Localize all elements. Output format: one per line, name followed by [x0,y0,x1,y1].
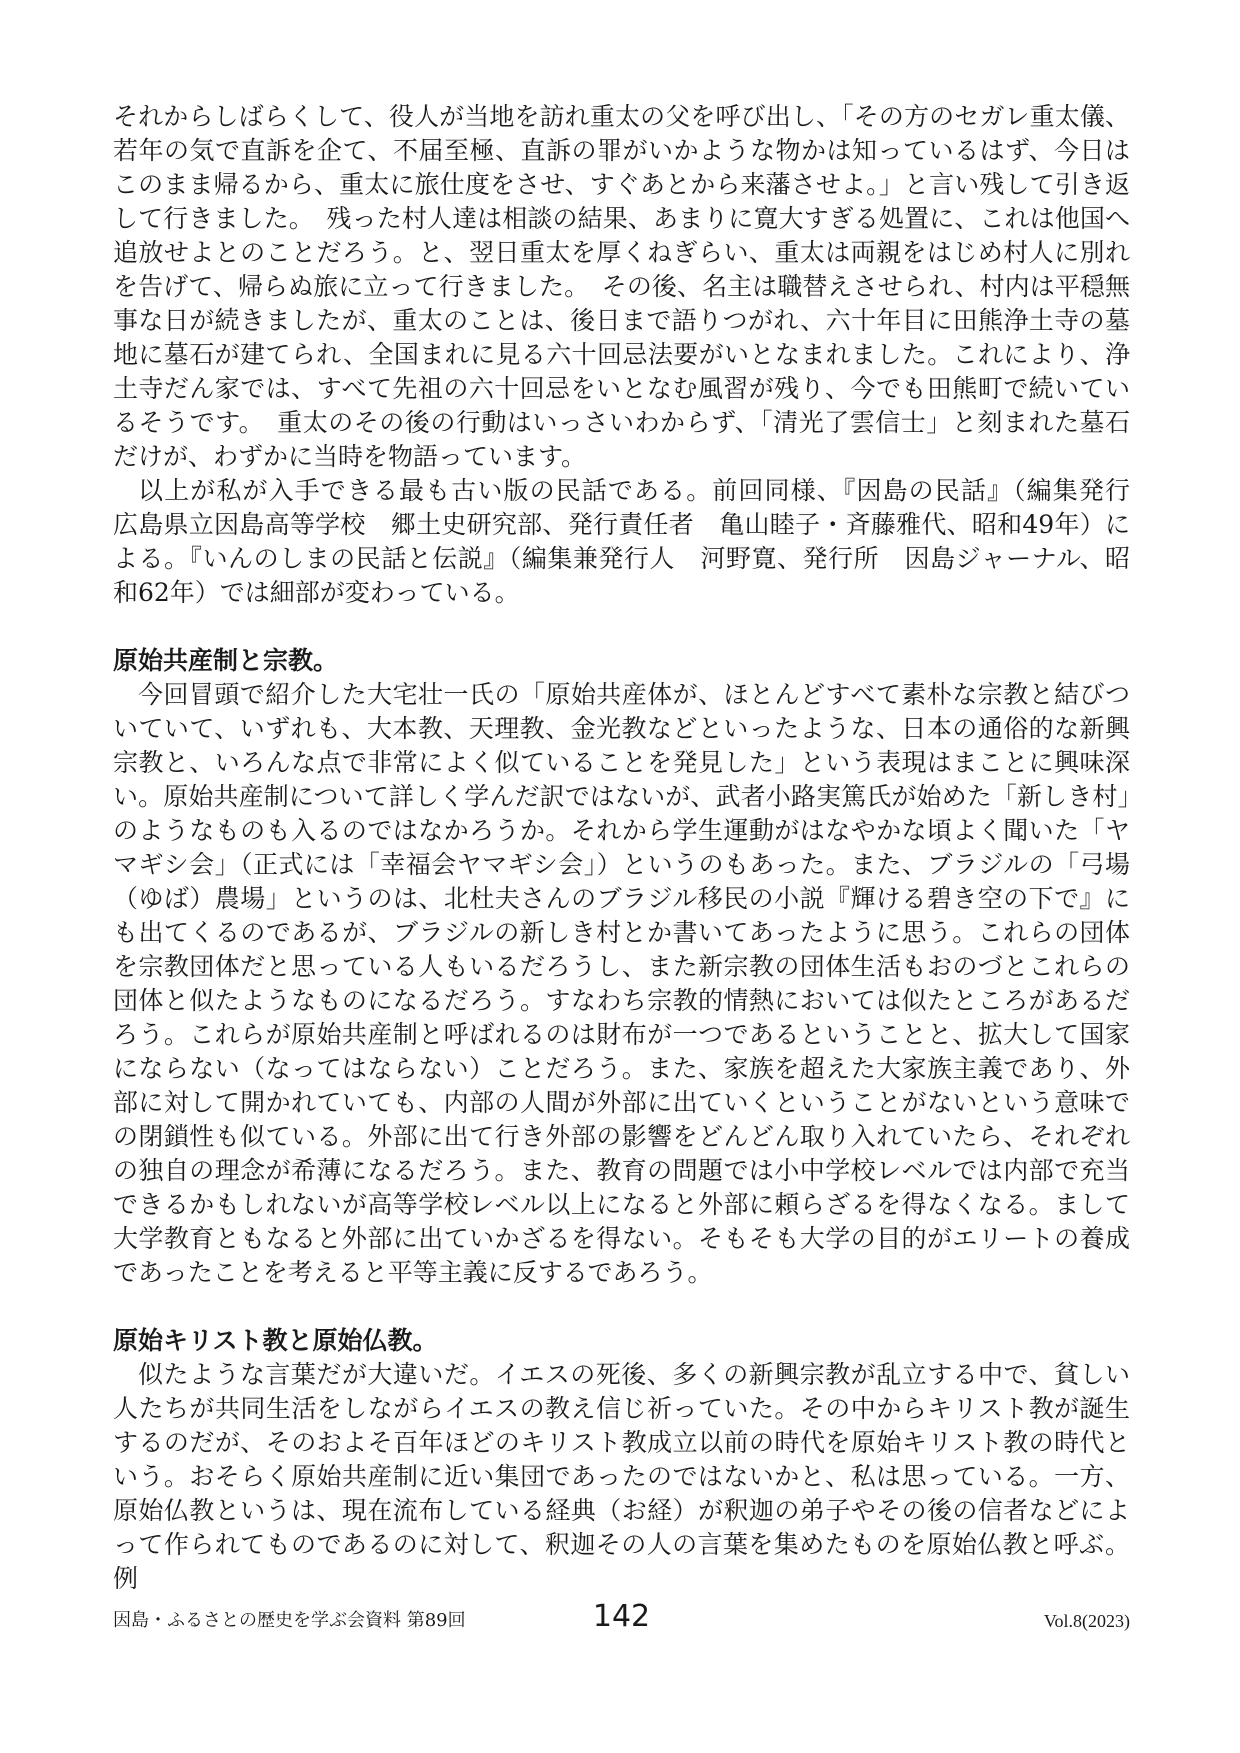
source-note-paragraph: 以上が私が入手できる最も古い版の民話である。前回同様、『因島の民話』（編集発行 広島県立因島高等学校 郷土史研究部、発行責任者 亀山睦子・斉藤雅代、昭和49年）による。『いんのしまの民話と伝説』（編集兼発行人 河野寛、発行所 因島ジャーナル、昭和62年）では細部が変わっている。 [113,476,1156,607]
section-heading: 原始キリスト教と原始仏教。 [113,1326,438,1355]
section-spacer [113,610,1130,644]
section-heading: 原始共産制と宗教。 [113,646,339,675]
page-footer [113,1600,1130,1640]
footer-volume: Vol.8(2023) [1043,1611,1130,1631]
section-paragraph: 今回冒頭で紹介した大宅壮一氏の「原始共産体が、ほとんどすべて素朴な宗教と結びついていて、いずれも、大本教、天理教、金光教などといったような、日本の通俗的な新興宗教と、いろんな点で非常によく似ていることを発見した」という表現はまことに興味深い。原始共産制について詳しく学んだ訳ではないが、武者小路実篤氏が始めた「新しき村」のようなものも入るのではなかろうか。それから学生運動がはなやかな頃よく聞いた「ヤマギシ会」（正式には「幸福会ヤマギシ会」）というのもあった。また、ブラジルの「弓場（ゆば）農場」というのは、北杜夫さんのブラジル移民の小説『輝ける碧き空の下で』にも出てくるのであるが、ブラジルの新しき村とか書いてあったように思う。これらの団体を宗教団体だと思っている人もいるだろうし、また新宗教の団体生活もおのづとこれらの団体と似たようなものになるだろう。すなわち宗教的情熱においては似たところがあるだろう。これらが原始共産制と呼ばれるのは財布が一つであるということと、拡大して国家にならない（なってはならない）ことだろう。また、家族を超えた大家族主義であり、外部に対して開かれていても、内部の人間が外部に出ていくということがないという意味での閉鎖性も似ている。外部に出て行き外部の影響をどんどん取り入れていたら、それぞれの独自の理念が希薄になるだろう。また、教育の問題では小中学校レベルでは内部で充当できるかもしれないが高等学校レベル以上になると外部に頼らざるを得なくなる。まして大学教育ともなると外部に出ていかざるを得ない。そもそも大学の目的がエリートの養成であったことを考えると平等主義に反するであろう。 [113,680,1130,1287]
footer-series-title: 因島・ふるさとの歴史を学ぶ会資料 第89回 [113,1610,466,1631]
body-paragraph: それからしばらくして、役人が当地を訪れ重太の父を呼び出し、「その方のセガレ重太儀、若年の気で直訴を企て、不届至極、直訴の罪がいかような物かは知っているはず、今日はこのまま帰るから、重太に旅仕度をさせ、すぐあとから来藩させよ。」と言い残して引き返して行きました。 残った村人達は相談の結果、あまりに寛大すぎる処置に、これは他国へ追放せよとのことだろう。と、翌日重太を厚くねぎらい、重太は両親をはじめ村人に別れを告げて、帰らぬ旅に立って行きました。 その後、名主は職替えさせられ、村内は平穏無事な日が続きましたが、重太のことは、後日まで語りつがれ、六十年目に田熊浄土寺の墓地に墓石が建てられ、全国まれに見る六十回忌法要がいとなまれました。これにより、浄土寺だん家では、すべて先祖の六十回忌をいとなむ風習が残り、今でも田熊町で続いているそうです。 重太のその後の行動はいっさいわからず、「清光了雲信士」と刻まれた墓石だけが、わずかに当時を物語っています。 [113,102,1130,471]
page-number: 142 [592,1599,651,1634]
section-spacer [113,1290,1130,1324]
page-content [113,100,1156,1596]
section-paragraph: 似たような言葉だが大違いだ。イエスの死後、多くの新興宗教が乱立する中で、貧しい人たちが共同生活をしながらイエスの教え信じ祈っていた。その中からキリスト教が誕生するのだが、そのおよそ百年ほどのキリスト教成立以前の時代を原始キリスト教の時代という。おそらく原始共産制に近い集団であったのではないかと、私は思っている。一方、原始仏教というは、現在流布している経典（お経）が釈迦の弟子やその後の信者などによって作られてものであるのに対して、釈迦その人の言葉を集めたものを原始仏教と呼ぶ。例 [113,1360,1130,1593]
